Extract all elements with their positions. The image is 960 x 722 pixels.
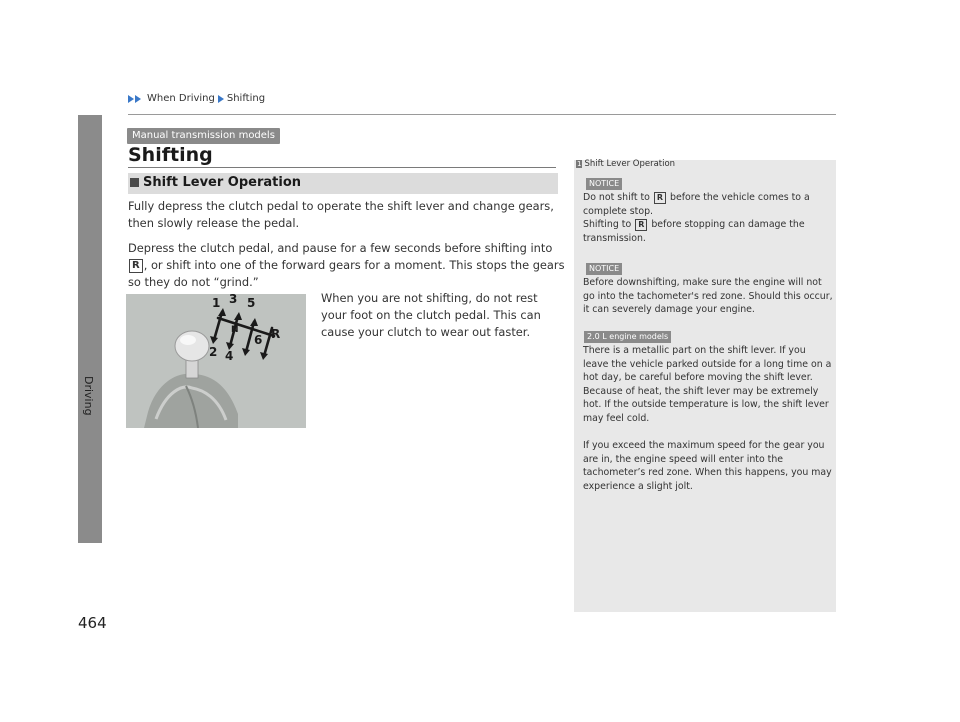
chapter-tab-label: Driving xyxy=(82,376,95,416)
notice-badge: NOTICE xyxy=(586,263,622,275)
shift-pattern-diagram xyxy=(126,294,306,428)
section-title: Shift Lever Operation xyxy=(143,175,302,190)
header-rule xyxy=(128,114,836,115)
hot-lever-note-text: There is a metallic part on the shift lever. If you leave the vehicle parked outside for a long time on a hot day, be careful before moving the shift lever. Because of heat, the shift lever may be extremely hot. If the outside temperature is low, the shift lever may feel cold. xyxy=(583,345,832,424)
breadcrumb xyxy=(128,93,265,104)
page-number: 464 xyxy=(78,614,107,632)
reverse-key-symbol: R xyxy=(129,259,143,273)
max-speed-note-text: If you exceed the maximum speed for the gear you are in, the engine speed will enter into the tachometer’s red zone. When this happens, you may experience a slight jolt. xyxy=(583,440,832,492)
gear-label-r: R xyxy=(271,327,281,341)
manual-transmission-badge: Manual transmission models xyxy=(127,128,280,144)
triangle-right-icon xyxy=(128,95,134,103)
breadcrumb-shifting[interactable]: Shifting xyxy=(226,93,266,104)
title-rule xyxy=(128,167,556,168)
gear-label-4: 4 xyxy=(225,349,234,363)
engine-models-badge: 2.0 L engine models xyxy=(584,331,671,343)
notice-badge: NOTICE xyxy=(586,178,622,190)
paragraph-reverse-shift: Depress the clutch pedal, and pause for a few seconds before shifting into R , or shift into one of the forward gears for a moment. This stops the gears so they do not “grind.” xyxy=(128,241,565,289)
notice-downshift-text: Before downshifting, make sure the engine will not go into the tachometer's red zone. Should this occur, it can severely damage your engine. xyxy=(583,277,833,316)
gear-label-3: 3 xyxy=(229,294,238,306)
shift-knob-shape xyxy=(175,331,209,361)
note-panel-header xyxy=(576,159,675,169)
notice-reverse-text: Do not shift to R before the vehicle comes to a complete stop. Shifting to R before stopping can damage the transmission. xyxy=(583,192,810,244)
square-bullet-icon xyxy=(130,178,139,187)
chapter-tab xyxy=(78,115,102,543)
gear-label-n: N xyxy=(231,325,239,335)
note-reference-number: 1 xyxy=(577,160,582,168)
note-panel-title: Shift Lever Operation xyxy=(584,159,676,169)
breadcrumb-when-driving[interactable]: When Driving xyxy=(147,93,215,104)
gear-label-5: 5 xyxy=(247,296,256,310)
paragraph-clutch-operation: Fully depress the clutch pedal to operate the shift lever and change gears, then slowly release the pedal. xyxy=(128,199,554,230)
shift-lever-illustration xyxy=(126,294,306,428)
paragraph-clutch-rest: When you are not shifting, do not rest your foot on the clutch pedal. This can cause your clutch to wear out faster. xyxy=(321,291,541,339)
gear-label-1: 1 xyxy=(212,296,221,310)
triangle-right-icon xyxy=(218,95,224,103)
triangle-right-icon xyxy=(135,95,141,103)
reverse-key-symbol: R xyxy=(635,219,647,231)
gear-label-6: 6 xyxy=(254,333,263,347)
page-title: Shifting xyxy=(128,144,213,166)
gear-label-2: 2 xyxy=(209,345,218,359)
reverse-key-symbol: R xyxy=(654,192,666,204)
